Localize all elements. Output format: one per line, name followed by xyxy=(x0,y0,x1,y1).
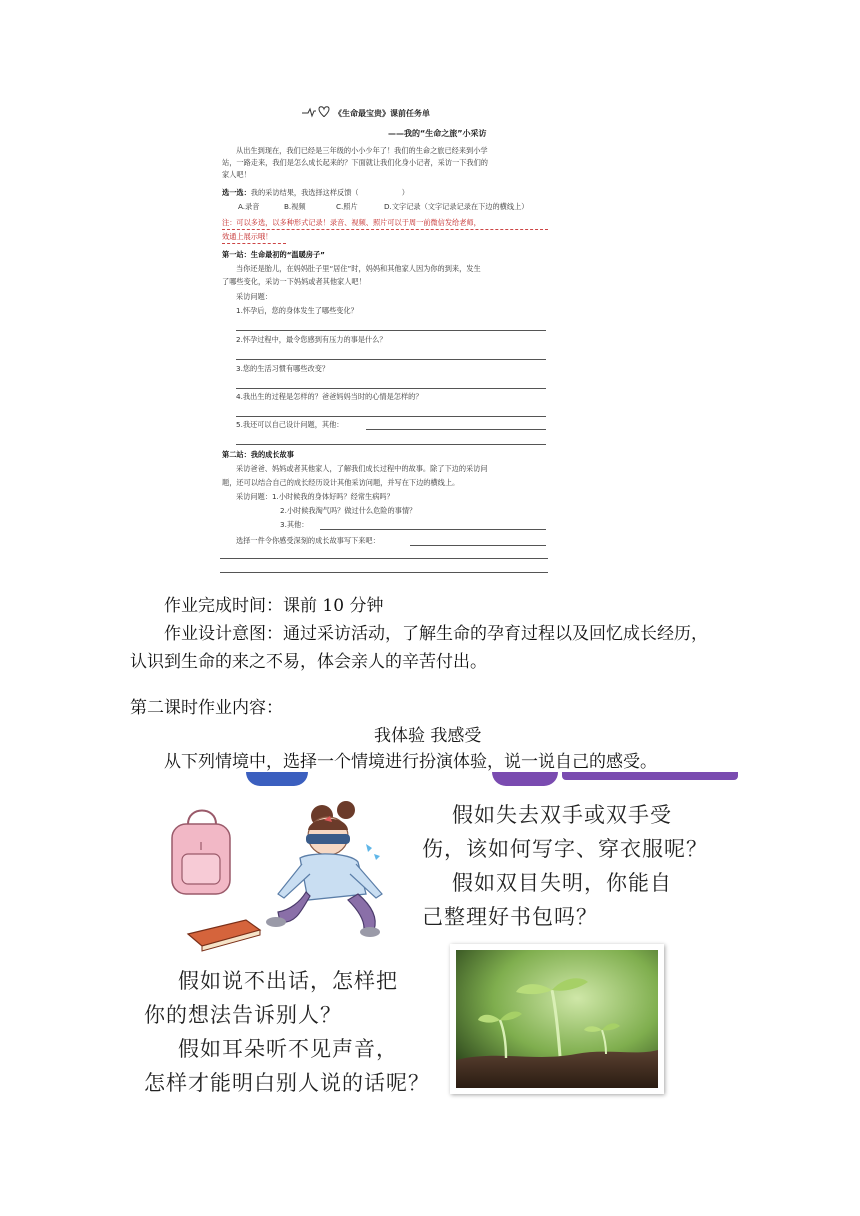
scenario-eyes-line-2: 己整理好书包吗？ xyxy=(422,905,598,929)
answer-line xyxy=(320,529,546,530)
heartbeat-icon xyxy=(302,105,332,119)
answer-line xyxy=(410,545,546,546)
scenario-illustration xyxy=(130,770,740,1100)
answer-line xyxy=(236,388,546,389)
answer-line xyxy=(236,359,546,360)
seedling-icon xyxy=(456,950,658,1088)
station1-intro-2: 了哪些变化，采访一下妈妈或者其他家人吧！ xyxy=(222,277,366,286)
option-a: A.录音 xyxy=(238,202,260,211)
answer-line xyxy=(236,330,546,331)
activity-instruction: 从下列情境中，选择一个情境进行扮演体验，说一说自己的感受。 xyxy=(164,752,657,772)
answer-line xyxy=(220,572,548,573)
s1-question-5: 5.我还可以自己设计问题，其他： xyxy=(236,420,344,429)
choose-label: 选一选： xyxy=(222,188,251,197)
s2-question-2: 2.小时候我淘气吗？做过什么危险的事情？ xyxy=(280,506,417,515)
design-intent-line-1: 作业设计意图：通过采访活动，了解生命的孕育过程以及回忆成长经历， xyxy=(164,624,708,644)
worksheet-subtitle: ——我的“生命之旅”小采访 xyxy=(388,129,487,138)
note-underline-2 xyxy=(222,243,286,244)
completion-time: 作业完成时间：课前 10 分钟 xyxy=(164,596,384,616)
s2-question-3: 3.其他： xyxy=(280,520,309,529)
s1-question-3: 3.您的生活习惯有哪些改变？ xyxy=(236,364,330,373)
option-c: C.照片 xyxy=(336,202,358,211)
backpack-icon xyxy=(172,811,230,895)
scenario-eyes-line-1: 假如双目失明，你能自 xyxy=(452,871,672,895)
s1-question-1: 1.怀孕后，您的身体发生了哪些变化？ xyxy=(236,306,358,315)
scenario-hearing-line-2: 怎样才能明白别人说的话呢？ xyxy=(144,1071,430,1095)
intro-line-1: 从出生到现在，我们已经是三年级的小小少年了！我们的生命之旅已经来到小学 xyxy=(236,146,488,155)
answer-line xyxy=(366,429,546,430)
scenario-hands-line-1: 假如失去双手或双手受 xyxy=(452,803,672,827)
answer-line xyxy=(236,416,546,417)
lesson2-heading: 第二课时作业内容： xyxy=(130,698,283,718)
activity-title: 我体验 我感受 xyxy=(374,726,482,746)
choose-text: 我的采访结果，我选择这样反馈（ ） xyxy=(250,188,409,197)
story-prompt: 选择一件令你感受深刻的成长故事写下来吧： xyxy=(236,536,380,545)
book-icon xyxy=(188,920,260,951)
s1-question-2: 2.怀孕过程中，最令您感到有压力的事是什么？ xyxy=(236,335,387,344)
intro-line-3: 家人吧！ xyxy=(222,170,251,179)
interview-label: 采访问题： xyxy=(236,292,272,301)
option-b: B.视频 xyxy=(284,202,306,211)
note-line-2: 效通上展示哦！ xyxy=(222,232,273,241)
design-intent-line-2: 认识到生命的来之不易，体会亲人的辛苦付出。 xyxy=(130,652,487,672)
s2-question-1: 采访问题：1.小时候我的身体好吗？经常生病吗？ xyxy=(236,492,394,501)
note-line-1: 注：可以多选，以多种形式记录！录音、视频、照片可以于周一前微信发给老师， xyxy=(222,218,481,227)
note-underline-1 xyxy=(222,229,548,230)
intro-line-2: 站，一路走来，我们是怎么成长起来的？下面就让我们化身小记者，采访一下我们的 xyxy=(222,158,488,167)
scenario-speech-line-2: 你的想法告诉别人？ xyxy=(144,1003,342,1027)
station2-title: 第二站：我的成长故事 xyxy=(222,450,294,459)
girl-figure xyxy=(266,801,382,937)
option-d: D.文字记录（文字记录记录在下边的横线上） xyxy=(384,202,529,211)
worksheet-image xyxy=(214,100,556,578)
answer-line xyxy=(236,444,546,445)
station1-intro-1: 当你还是胎儿，在妈妈肚子里“居住”时，妈妈和其他家人因为你的到来，发生 xyxy=(236,264,481,273)
worksheet-title: 《生命最宝贵》课前任务单 xyxy=(334,109,430,118)
choose-row xyxy=(222,188,409,198)
scenario-hands-line-2: 伤，该如何写字、穿衣服呢？ xyxy=(422,837,708,861)
station2-intro-2: 题，还可以结合自己的成长经历设计其他采访问题，并写在下边的横线上。 xyxy=(222,478,460,487)
station2-intro-1: 采访爸爸、妈妈或者其他家人，了解我们成长过程中的故事。除了下边的采访问 xyxy=(236,464,488,473)
answer-line xyxy=(220,558,548,559)
scenario-speech-line-1: 假如说不出话，怎样把 xyxy=(178,969,398,993)
blindfolded-girl-icon xyxy=(160,784,400,954)
seedling-photo xyxy=(450,944,664,1094)
scenario-hearing-line-1: 假如耳朵听不见声音， xyxy=(178,1037,398,1061)
s1-question-4: 4.我出生的过程是怎样的？爸爸妈妈当时的心情是怎样的？ xyxy=(236,392,423,401)
station1-title: 第一站：生命最初的“温暖房子” xyxy=(222,250,325,259)
